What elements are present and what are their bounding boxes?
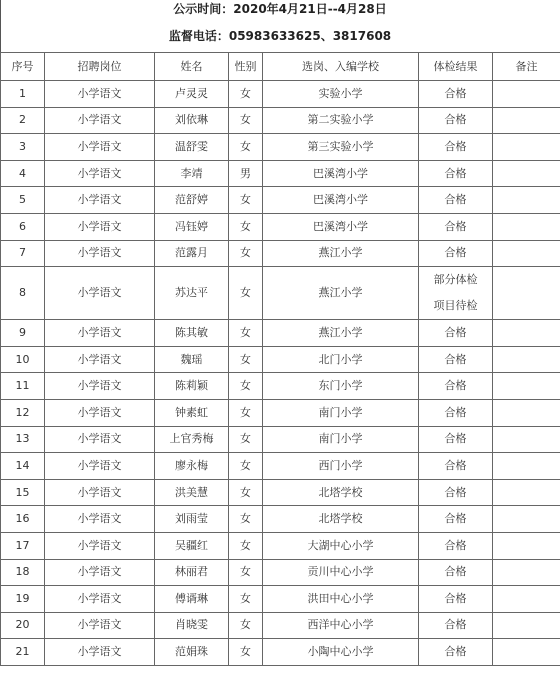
cell-name: 范露月 xyxy=(155,240,229,267)
cell-gender: 女 xyxy=(229,506,263,533)
cell-name: 冯钰婷 xyxy=(155,213,229,240)
cell-school: 巴溪湾小学 xyxy=(263,187,419,214)
cell-no: 11 xyxy=(1,373,45,400)
cell-result xyxy=(419,267,493,320)
cell-result-line: 项目待检 xyxy=(433,299,478,313)
cell-name: 林丽君 xyxy=(155,559,229,586)
cell-gender: 女 xyxy=(229,479,263,506)
cell-no: 19 xyxy=(1,586,45,613)
cell-school: 实验小学 xyxy=(263,81,419,108)
table-row xyxy=(1,559,560,586)
cell-note xyxy=(493,134,560,161)
cell-name: 廖永梅 xyxy=(155,453,229,480)
cell-note xyxy=(493,426,560,453)
cell-position: 小学语文 xyxy=(45,612,155,639)
cell-position: 小学语文 xyxy=(45,373,155,400)
cell-no: 8 xyxy=(1,267,45,320)
cell-name: 吴疆红 xyxy=(155,532,229,559)
cell-result: 合格 xyxy=(419,346,493,373)
table-row xyxy=(1,346,560,373)
table-row xyxy=(1,612,560,639)
cell-gender: 女 xyxy=(229,453,263,480)
table-row xyxy=(1,267,560,320)
cell-note xyxy=(493,81,560,108)
cell-position: 小学语文 xyxy=(45,267,155,320)
cell-no: 2 xyxy=(1,107,45,134)
cell-gender: 女 xyxy=(229,240,263,267)
cell-note xyxy=(493,586,560,613)
cell-school: 巴溪湾小学 xyxy=(263,213,419,240)
cell-school: 第三实验小学 xyxy=(263,134,419,161)
cell-position: 小学语文 xyxy=(45,506,155,533)
cell-no: 10 xyxy=(1,346,45,373)
cell-note xyxy=(493,187,560,214)
cell-note xyxy=(493,160,560,187)
header-gender: 性别 xyxy=(229,53,263,81)
cell-school: 第二实验小学 xyxy=(263,107,419,134)
cell-gender: 女 xyxy=(229,267,263,320)
table-row xyxy=(1,426,560,453)
table-row xyxy=(1,453,560,480)
header-note: 备注 xyxy=(493,53,560,81)
cell-position: 小学语文 xyxy=(45,81,155,108)
cell-no: 7 xyxy=(1,240,45,267)
cell-position: 小学语文 xyxy=(45,320,155,347)
cell-name: 卢灵灵 xyxy=(155,81,229,108)
table-row xyxy=(1,399,560,426)
cell-no: 12 xyxy=(1,399,45,426)
cell-result: 合格 xyxy=(419,320,493,347)
cell-no: 3 xyxy=(1,134,45,161)
table-row xyxy=(1,373,560,400)
cell-no: 9 xyxy=(1,320,45,347)
cell-position: 小学语文 xyxy=(45,479,155,506)
cell-name: 刘依琳 xyxy=(155,107,229,134)
cell-name: 刘雨莹 xyxy=(155,506,229,533)
cell-name: 上官秀梅 xyxy=(155,426,229,453)
cell-no: 17 xyxy=(1,532,45,559)
cell-name: 温舒雯 xyxy=(155,134,229,161)
header-no: 序号 xyxy=(1,53,45,81)
table-row xyxy=(1,586,560,613)
table-header-row xyxy=(1,53,560,81)
header-school: 选岗、入编学校 xyxy=(263,53,419,81)
cell-result: 合格 xyxy=(419,532,493,559)
cell-note xyxy=(493,320,560,347)
cell-no: 20 xyxy=(1,612,45,639)
cell-school: 西洋中心小学 xyxy=(263,612,419,639)
cell-school: 大湖中心小学 xyxy=(263,532,419,559)
cell-result: 合格 xyxy=(419,107,493,134)
cell-result: 合格 xyxy=(419,399,493,426)
cell-note xyxy=(493,532,560,559)
cell-gender: 女 xyxy=(229,134,263,161)
cell-no: 1 xyxy=(1,81,45,108)
cell-no: 13 xyxy=(1,426,45,453)
cell-note xyxy=(493,479,560,506)
cell-result: 合格 xyxy=(419,586,493,613)
cell-name: 范娟珠 xyxy=(155,639,229,666)
cell-note xyxy=(493,346,560,373)
cell-school: 西门小学 xyxy=(263,453,419,480)
cell-school: 南门小学 xyxy=(263,399,419,426)
cell-note xyxy=(493,639,560,666)
table-row xyxy=(1,532,560,559)
cell-result-line: 部分体检 xyxy=(433,273,478,287)
cell-name: 范舒婷 xyxy=(155,187,229,214)
table-row xyxy=(1,506,560,533)
cell-name: 洪美慧 xyxy=(155,479,229,506)
cell-gender: 女 xyxy=(229,213,263,240)
cell-gender: 女 xyxy=(229,399,263,426)
cell-no: 6 xyxy=(1,213,45,240)
cell-school: 洪田中心小学 xyxy=(263,586,419,613)
cell-no: 15 xyxy=(1,479,45,506)
cell-no: 4 xyxy=(1,160,45,187)
cell-position: 小学语文 xyxy=(45,240,155,267)
notice-period: 公示时间：2020年4月21日--4月28日 xyxy=(173,2,387,16)
cell-gender: 女 xyxy=(229,373,263,400)
cell-position: 小学语文 xyxy=(45,426,155,453)
cell-result: 合格 xyxy=(419,453,493,480)
cell-result: 合格 xyxy=(419,187,493,214)
table-row xyxy=(1,107,560,134)
cell-school: 东门小学 xyxy=(263,373,419,400)
table-row xyxy=(1,81,560,108)
cell-result: 合格 xyxy=(419,559,493,586)
cell-school: 燕江小学 xyxy=(263,240,419,267)
cell-name: 苏达平 xyxy=(155,267,229,320)
cell-position: 小学语文 xyxy=(45,346,155,373)
cell-position: 小学语文 xyxy=(45,586,155,613)
table-body xyxy=(1,81,560,666)
table-row xyxy=(1,134,560,161)
cell-note xyxy=(493,373,560,400)
table-row xyxy=(1,479,560,506)
header-name: 姓名 xyxy=(155,53,229,81)
cell-position: 小学语文 xyxy=(45,107,155,134)
cell-name: 陈其敏 xyxy=(155,320,229,347)
cell-no: 14 xyxy=(1,453,45,480)
cell-no: 16 xyxy=(1,506,45,533)
cell-gender: 女 xyxy=(229,586,263,613)
cell-position: 小学语文 xyxy=(45,559,155,586)
cell-note xyxy=(493,453,560,480)
cell-result: 合格 xyxy=(419,373,493,400)
header-position: 招聘岗位 xyxy=(45,53,155,81)
cell-gender: 女 xyxy=(229,639,263,666)
cell-gender: 女 xyxy=(229,187,263,214)
table-row xyxy=(1,187,560,214)
cell-note xyxy=(493,240,560,267)
cell-result: 合格 xyxy=(419,81,493,108)
cell-gender: 女 xyxy=(229,532,263,559)
cell-no: 18 xyxy=(1,559,45,586)
cell-no: 21 xyxy=(1,639,45,666)
cell-school: 北塔学校 xyxy=(263,506,419,533)
cell-note xyxy=(493,506,560,533)
cell-result: 合格 xyxy=(419,426,493,453)
cell-result: 合格 xyxy=(419,612,493,639)
cell-position: 小学语文 xyxy=(45,134,155,161)
cell-gender: 女 xyxy=(229,81,263,108)
cell-gender: 女 xyxy=(229,346,263,373)
cell-result: 合格 xyxy=(419,160,493,187)
cell-name: 魏瑶 xyxy=(155,346,229,373)
cell-result: 合格 xyxy=(419,134,493,161)
cell-position: 小学语文 xyxy=(45,160,155,187)
cell-school: 北塔学校 xyxy=(263,479,419,506)
cell-note xyxy=(493,399,560,426)
cell-position: 小学语文 xyxy=(45,187,155,214)
table-row xyxy=(1,213,560,240)
cell-note xyxy=(493,612,560,639)
table-row xyxy=(1,240,560,267)
cell-position: 小学语文 xyxy=(45,399,155,426)
table-row xyxy=(1,320,560,347)
table-row xyxy=(1,160,560,187)
cell-name: 傅谞琳 xyxy=(155,586,229,613)
cell-result: 合格 xyxy=(419,240,493,267)
cell-position: 小学语文 xyxy=(45,213,155,240)
header-result: 体检结果 xyxy=(419,53,493,81)
cell-note xyxy=(493,267,560,320)
result-table xyxy=(0,52,560,666)
cell-position: 小学语文 xyxy=(45,532,155,559)
cell-note xyxy=(493,107,560,134)
table-row xyxy=(1,639,560,666)
cell-result: 合格 xyxy=(419,213,493,240)
notice-phone: 监督电话：05983633625、3817608 xyxy=(168,29,392,43)
cell-school: 小陶中心小学 xyxy=(263,639,419,666)
cell-school: 北门小学 xyxy=(263,346,419,373)
cell-school: 巴溪湾小学 xyxy=(263,160,419,187)
cell-result: 合格 xyxy=(419,506,493,533)
cell-note xyxy=(493,559,560,586)
cell-name: 李靖 xyxy=(155,160,229,187)
cell-gender: 男 xyxy=(229,160,263,187)
cell-result: 合格 xyxy=(419,479,493,506)
cell-gender: 女 xyxy=(229,107,263,134)
cell-gender: 女 xyxy=(229,612,263,639)
cell-name: 钟素虹 xyxy=(155,399,229,426)
cell-school: 贡川中心小学 xyxy=(263,559,419,586)
cell-name: 陈莉颖 xyxy=(155,373,229,400)
cell-result: 合格 xyxy=(419,639,493,666)
cell-no: 5 xyxy=(1,187,45,214)
cell-gender: 女 xyxy=(229,426,263,453)
cell-note xyxy=(493,213,560,240)
cell-gender: 女 xyxy=(229,320,263,347)
cell-position: 小学语文 xyxy=(45,453,155,480)
cell-name: 肖晓雯 xyxy=(155,612,229,639)
cell-school: 南门小学 xyxy=(263,426,419,453)
cell-position: 小学语文 xyxy=(45,639,155,666)
cell-gender: 女 xyxy=(229,559,263,586)
cell-school: 燕江小学 xyxy=(263,320,419,347)
cell-school: 燕江小学 xyxy=(263,267,419,320)
